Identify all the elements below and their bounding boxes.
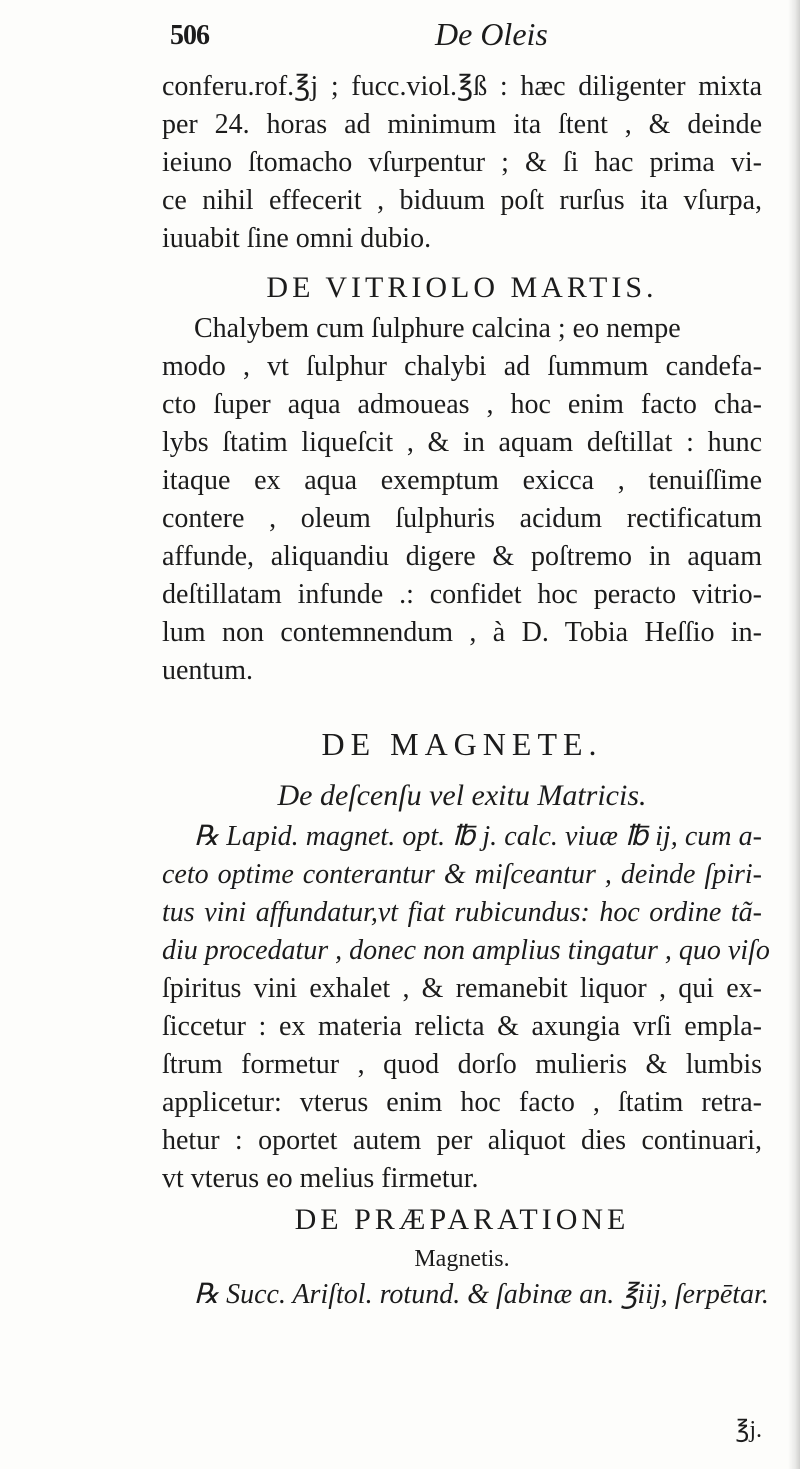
magnete-line: applicetur: vterus enim hoc facto , ſtatim retra- [162, 1087, 762, 1118]
vitriolo-line: lybs ſtatim liqueſcit , & in aquam deſtillat : hunc [162, 427, 762, 458]
section-subheading-magnete: De deſcenſu vel exitu Matricis. [277, 779, 647, 812]
vitriolo-line: uentum. [162, 655, 253, 686]
section-heading-magnete: DE MAGNETE. [321, 726, 603, 762]
magnete-line: vt vterus eo melius firmetur. [162, 1163, 479, 1194]
magnete-line: ℞ Lapid. magnet. opt. ℔ j. calc. viuæ ℔ ij, cum a- [194, 821, 762, 852]
running-head: De Oleis [435, 16, 548, 52]
body-line: iuuabit ſine omni dubio. [162, 223, 432, 254]
magnete-line: ſiccetur : ex materia relicta & axungia vrſi empla- [162, 1011, 762, 1042]
page-header [170, 14, 730, 64]
section-heading-vitriolo: DE VITRIOLO MARTIS. [266, 271, 658, 304]
text-block [162, 68, 770, 1314]
magnete-line: ſtrum formetur , quod dorſo mulieris & lumbis [162, 1049, 762, 1080]
vitriolo-line: contere , oleum ſulphuris acidum rectificatum [162, 503, 762, 534]
page-number: 506 [170, 20, 209, 51]
body-line: conferu.rof.℥j ; fucc.viol.℥ß : hæc diligenter mixta [162, 71, 762, 102]
magnete-line: hetur : oportet autem per aliquot dies continuari, [162, 1125, 762, 1156]
magnete-line: tus vini affundatur,vt fiat rubicundus: hoc ordine tã- [162, 897, 762, 928]
vitriolo-line: cto ſuper aqua admoueas , hoc enim facto cha- [162, 389, 762, 420]
vitriolo-line: lum non contemnendum , à D. Tobia Heſſio in- [162, 617, 762, 648]
praeparatione-line: ℞ Succ. Ariſtol. rotund. & ſabinæ an. ℥iij, ſerpētar. [194, 1279, 769, 1310]
vitriolo-line: affunde, aliquandiu digere & poſtremo in aquam [162, 541, 762, 572]
page-edge-shadow [788, 0, 800, 1469]
vitriolo-line: Chalybem cum ſulphure calcina ; eo nempe [194, 313, 681, 344]
magnete-line: diu procedatur , donec non amplius tingatur , quo viſo [162, 935, 770, 966]
body-line: ieiuno ſtomacho vſurpentur ; & ſi hac prima vi- [162, 147, 762, 178]
vitriolo-line: deſtillatam infunde .: confidet hoc peracto vitrio- [162, 579, 762, 610]
section-subheading-praeparatione: Magnetis. [414, 1246, 510, 1272]
body-line: ce nihil effecerit , biduum poſt rurſus ita vſurpa, [162, 185, 762, 216]
magnete-line: ſpiritus vini exhalet , & remanebit liquor , qui ex- [162, 973, 762, 1004]
vitriolo-line: modo , vt ſulphur chalybi ad ſummum candefa- [162, 351, 762, 382]
catchword: ℥j. [735, 1417, 762, 1443]
section-heading-praeparatione: DE PRÆPARATIONE [294, 1203, 630, 1236]
vitriolo-line: itaque ex aqua exemptum exicca , tenuiſſime [162, 465, 762, 496]
body-line: per 24. horas ad minimum ita ſtent , & deinde [162, 109, 762, 140]
magnete-line: ceto optime conterantur & miſceantur , deinde ſpiri- [162, 859, 762, 890]
